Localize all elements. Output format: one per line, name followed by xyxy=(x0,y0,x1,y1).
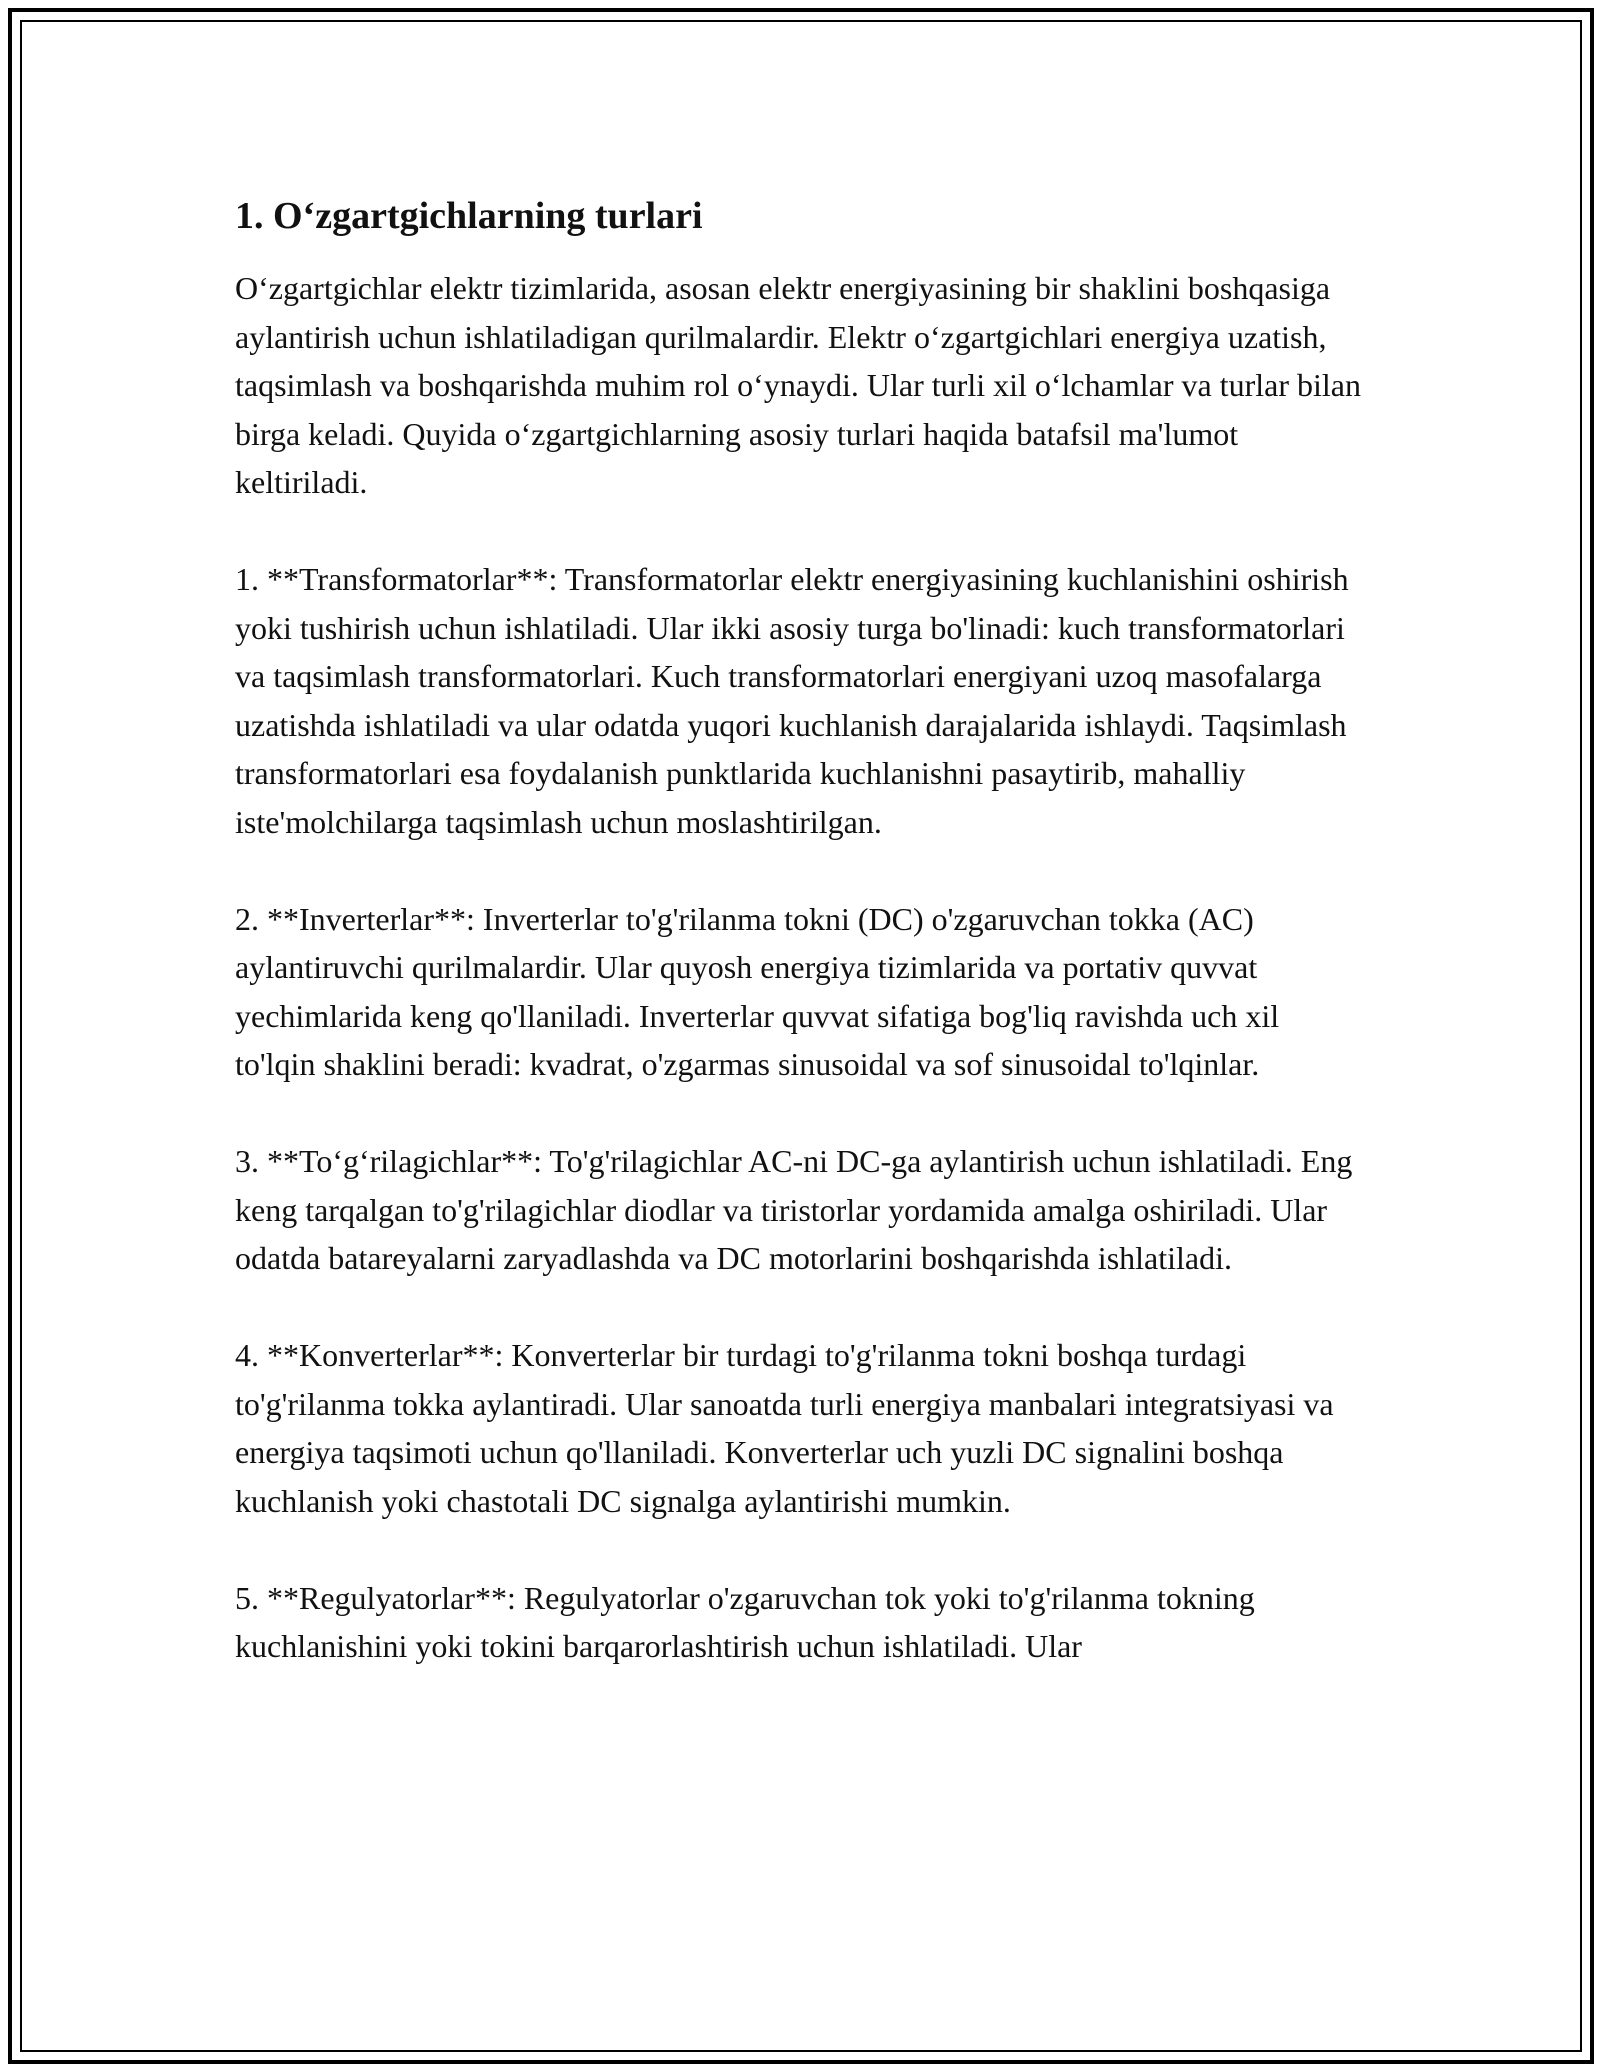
paragraph-inverterlar: 2. **Inverterlar**: Inverterlar to'g'rilanma tokni (DC) o'zgaruvchan tokka (AC) aylantiruvchi qurilmalardir. Ular quyosh energiya tizimlarida va portativ quvvat yechimlarida keng qo'llaniladi. Inverterlar quvvat sifatiga bog'liq ravishda uch xil to'lqin shaklini beradi: kvadrat, o'zgarmas sinusoidal va sof sinusoidal to'lqinlar. xyxy=(235,900,1280,1082)
paragraph-konverterlar: 4. **Konverterlar**: Konverterlar bir turdagi to'g'rilanma tokni boshqa turdagi to'g'rilanma tokka aylantiradi. Ular sanoatda turli energiya manbalari integratsiyasi va energiya taqsimoti uchun qo'llaniladi. Konverterlar uch yuzli DC signalini boshqa kuchlanish yoki chastotali DC signalga aylantirishi mumkin. xyxy=(235,1337,1334,1519)
intro-paragraph: Oʻzgartgichlar elektr tizimlarida, asosan elektr energiyasining bir shaklini boshqasiga aylantirish uchun ishlatiladigan qurilmalardir. Elektr oʻzgartgichlari energiya uzatish, taqsimlash va boshqarishda muhim rol oʻynaydi. Ular turli xil oʻlchamlar va turlar bilan birga keladi. Quyida oʻzgartgichlarning asosiy turlari haqida batafsil ma'lumot keltiriladi. xyxy=(235,270,1361,500)
paragraph-transformatorlar: 1. **Transformatorlar**: Transformatorlar elektr energiyasining kuchlanishini oshirish yoki tushirish uchun ishlatiladi. Ular ikki asosiy turga bo'linadi: kuch transformatorlari va taqsimlash transformatorlari. Kuch transformatorlari energiyani uzoq masofalarga uzatishda ishlatiladi va ular odatda yuqori kuchlanish darajalarida ishlaydi. Taqsimlash transformatorlari esa foydalanish punktlarida kuchlanishni pasaytirib, mahalliy iste'molchilarga taqsimlash uchun moslashtirilgan. xyxy=(235,561,1349,840)
paragraph-regulyatorlar: 5. **Regulyatorlar**: Regulyatorlar o'zgaruvchan tok yoki to'g'rilanma tokning kuchlanishini yoki tokini barqarorlashtirish uchun ishlatiladi. Ular xyxy=(235,1579,1255,1664)
document-title: 1. Oʻzgartgichlarning turlari xyxy=(235,195,703,237)
document-body xyxy=(235,190,1365,1719)
paragraph-togrilagichlar: 3. **Toʻgʻrilagichlar**: To'g'rilagichlar AC-ni DC-ga aylantirish uchun ishlatiladi. Eng keng tarqalgan to'g'rilagichlar diodlar va tiristorlar yordamida amalga oshiriladi. Ular odatda batareyalarni zaryadlashda va DC motorlarini boshqarishda ishlatiladi. xyxy=(235,1143,1353,1276)
